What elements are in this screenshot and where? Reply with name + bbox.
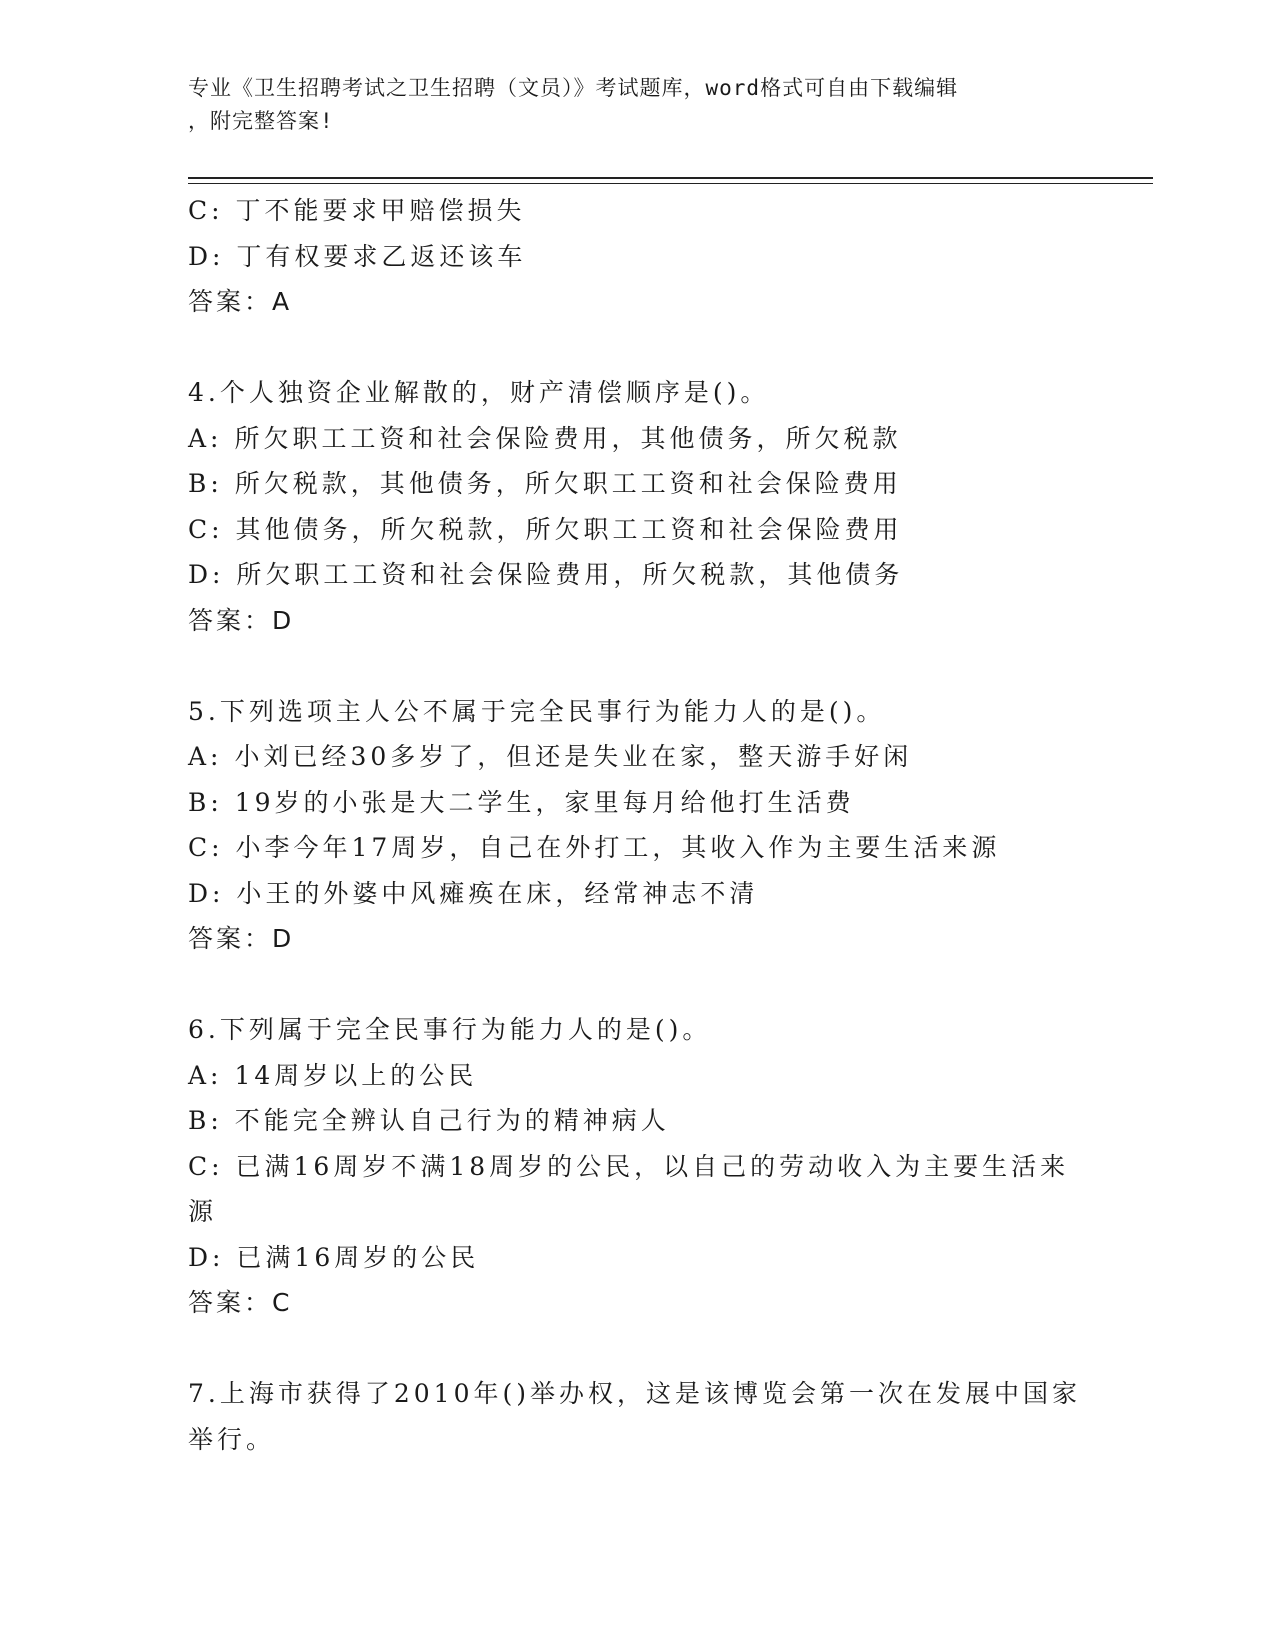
spacer	[188, 1326, 1088, 1372]
answer-line	[188, 598, 1088, 644]
answer-value: C	[272, 1288, 293, 1317]
header-rule-thick	[188, 177, 1153, 179]
option-text: 14周岁以上的公民	[234, 1060, 478, 1090]
option-a	[188, 1053, 1088, 1099]
question-stem: 4.个人独资企业解散的，财产清偿顺序是()。	[188, 378, 770, 407]
answer-label: 答案：	[188, 287, 273, 316]
option-text: 丁不能要求甲赔偿损失	[235, 196, 526, 225]
option-b	[188, 461, 1088, 507]
answer-line	[188, 916, 1088, 962]
option-text: 其他债务，所欠税款，所欠职工工资和社会保险费用	[235, 514, 903, 544]
question-6	[188, 1007, 1088, 1326]
option-letter: D:	[188, 1242, 225, 1272]
option-c-continued: 源	[188, 1197, 218, 1226]
document-header	[188, 72, 1088, 138]
option-letter: B:	[188, 1106, 223, 1135]
option-text: 所欠职工工资和社会保险费用，其他债务，所欠税款	[234, 423, 902, 453]
option-text: 19岁的小张是大二学生，家里每月给他打生活费	[234, 787, 855, 817]
option-d	[188, 871, 1088, 917]
option-letter: A:	[188, 423, 223, 453]
answer-label: 答案：	[188, 924, 273, 953]
option-letter: D:	[188, 241, 225, 271]
option-c	[188, 188, 1088, 234]
option-text: 所欠税款，其他债务，所欠职工工资和社会保险费用	[234, 469, 902, 498]
option-c	[188, 507, 1088, 553]
question-stem-continued: 举行。	[188, 1424, 276, 1454]
option-text: 已满16周岁不满18周岁的公民，以自己的劳动收入为主要生活来	[235, 1151, 1070, 1181]
option-text: 小刘已经30多岁了，但还是失业在家，整天游手好闲	[234, 742, 913, 771]
option-d	[188, 552, 1088, 598]
option-letter: C:	[188, 833, 224, 862]
option-a	[188, 734, 1088, 780]
question-4	[188, 370, 1088, 643]
question-5	[188, 689, 1088, 962]
option-letter: C:	[188, 196, 224, 225]
option-d	[188, 234, 1088, 280]
spacer	[188, 962, 1088, 1008]
header-line-1: 专业《卫生招聘考试之卫生招聘（文员）》考试题库，word格式可自由下载编辑	[188, 76, 959, 100]
option-d	[188, 1235, 1088, 1281]
answer-label: 答案：	[188, 1288, 273, 1317]
question-stem: 6.下列属于完全民事行为能力人的是()。	[188, 1015, 712, 1044]
option-letter: C:	[188, 1151, 224, 1181]
question-list	[188, 188, 1088, 1462]
option-letter: C:	[188, 514, 224, 544]
answer-value: D	[272, 605, 295, 635]
option-letter: B:	[188, 787, 223, 817]
answer-value: D	[272, 924, 295, 953]
question-7	[188, 1371, 1088, 1462]
spacer	[188, 325, 1088, 371]
option-letter: A:	[188, 1060, 223, 1090]
option-a	[188, 416, 1088, 462]
option-letter: D:	[188, 878, 225, 908]
option-b	[188, 1098, 1088, 1144]
option-text: 小李今年17周岁，自己在外打工，其收入作为主要生活来源	[235, 833, 1001, 862]
option-text: 所欠职工工资和社会保险费用，所欠税款，其他债务	[236, 560, 904, 589]
spacer	[188, 643, 1088, 689]
option-c	[188, 825, 1088, 871]
option-letter: A:	[188, 742, 223, 771]
answer-label: 答案：	[188, 605, 273, 635]
header-line-2: ，附完整答案!	[188, 109, 334, 133]
question-stem: 7.上海市获得了2010年()举办权，这是该博览会第一次在发展中国家	[188, 1379, 1081, 1408]
option-c	[188, 1144, 1088, 1190]
option-text: 已满16周岁的公民	[236, 1242, 480, 1272]
option-text: 不能完全辨认自己行为的精神病人	[234, 1106, 670, 1135]
option-text: 小王的外婆中风瘫痪在床，经常神志不清	[236, 878, 759, 908]
answer-value: A	[272, 287, 293, 316]
header-rule-thin	[188, 183, 1153, 184]
answer-line	[188, 279, 1088, 325]
question-partial	[188, 188, 1088, 325]
question-stem: 5.下列选项主人公不属于完全民事行为能力人的是()。	[188, 696, 886, 726]
answer-line	[188, 1280, 1088, 1326]
option-letter: D:	[188, 560, 225, 589]
option-text: 丁有权要求乙返还该车	[236, 241, 527, 271]
option-letter: B:	[188, 469, 223, 498]
option-b	[188, 780, 1088, 826]
